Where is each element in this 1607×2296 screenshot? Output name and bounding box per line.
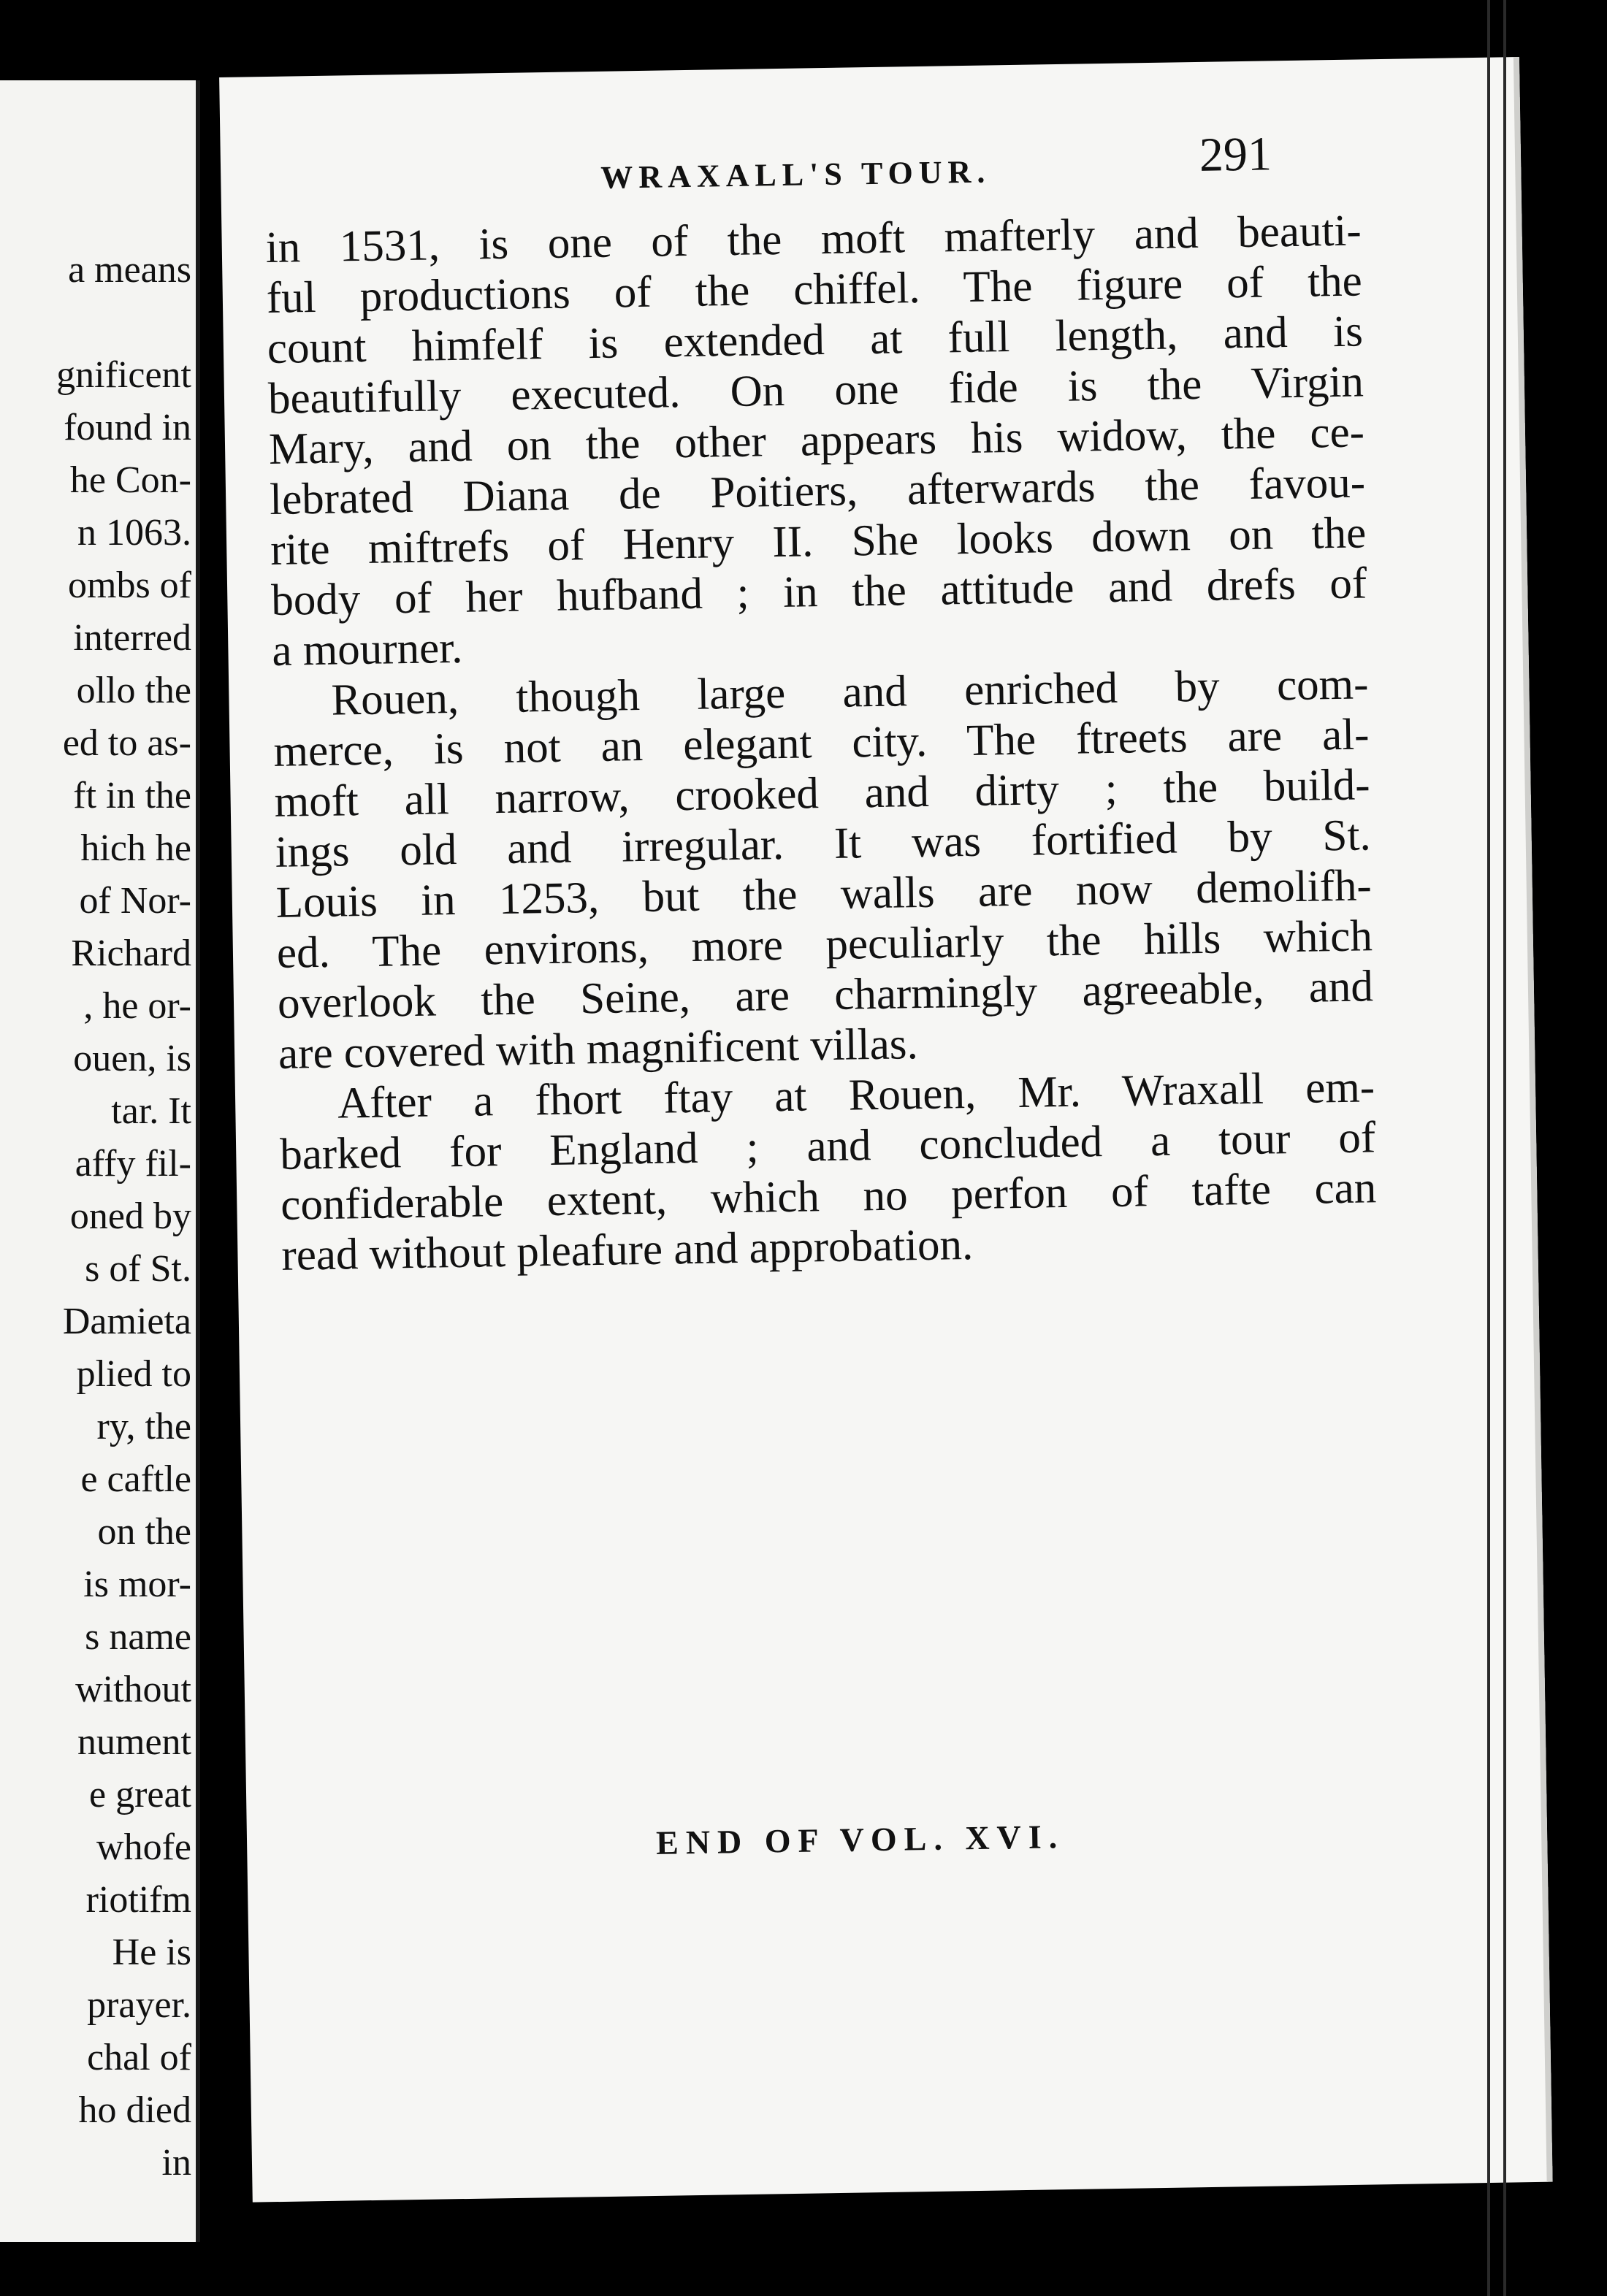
text-line: overlook the Seine, are charmingly agreeable, and: [277, 962, 1374, 1028]
body-text: [265, 205, 1378, 1280]
left-page-line: Damieta: [62, 1301, 191, 1342]
left-page-line: ry, the: [96, 1406, 191, 1447]
left-page-line: hich he: [80, 827, 191, 869]
text-line: moft all narrow, crooked and dirty ; the build-: [274, 760, 1371, 827]
previous-page-fragment: [0, 80, 200, 2242]
left-page-line: chal of: [87, 2037, 191, 2078]
book-page: [219, 57, 1552, 2203]
left-page-line: gnificent: [56, 354, 191, 396]
text-line: ful productions of the chiffel. The figure of the: [266, 256, 1363, 323]
left-page-line: ombs of: [68, 565, 191, 606]
left-page-line: ouen, is: [73, 1038, 191, 1079]
text-line: Rouen, though large and enriched by com-: [331, 659, 1369, 725]
running-head: WRAXALL'S TOUR.: [600, 153, 991, 196]
text-line: ed. The environs, more peculiarly the hills which: [276, 911, 1373, 978]
left-page-line: ed to as-: [62, 722, 191, 764]
left-page-line: nument: [77, 1721, 191, 1763]
text-line: a mourner.: [271, 623, 463, 676]
text-line: barked for England ; and concluded a tour of: [279, 1113, 1376, 1179]
left-page-line: oned by: [69, 1195, 191, 1237]
left-page-line: s name: [85, 1616, 191, 1658]
left-page-line: riotifm: [85, 1879, 191, 1921]
left-page-line: in: [161, 2142, 191, 2184]
left-page-line: He is: [112, 1932, 191, 1973]
text-line: ings old and irregular. It was fortified by St.: [275, 811, 1372, 877]
paragraph: [272, 659, 1374, 1079]
left-page-line: without: [75, 1669, 191, 1710]
text-line: body of her hufband ; in the attitude and drefs of: [270, 559, 1367, 625]
left-page-line: prayer.: [87, 1984, 191, 2026]
text-line: merce, is not an elegant city. The ftreets are al-: [273, 710, 1370, 776]
left-page-line: plied to: [76, 1353, 191, 1395]
text-line: count himfelf is extended at full length, and is: [267, 307, 1364, 373]
left-page-line: e caftle: [80, 1458, 191, 1500]
left-page-line: ho died: [78, 2089, 191, 2131]
text-line: rite miftrefs of Henry II. She looks down on the: [270, 508, 1367, 575]
left-page-line: s of St.: [85, 1248, 191, 1290]
text-line: are covered with magnificent villas.: [278, 1019, 919, 1079]
page-number: 291: [1199, 127, 1272, 182]
left-page-line: is mor-: [83, 1564, 191, 1605]
left-page-line: e great: [88, 1774, 191, 1815]
text-line: Mary, and on the other appears his widow, the ce-: [268, 407, 1365, 474]
left-page-line: of Nor-: [79, 880, 191, 922]
left-page-line: ft in the: [73, 775, 191, 816]
left-page-line: tar. It: [111, 1090, 191, 1132]
page-edge: [1503, 0, 1506, 2296]
page-edge: [1487, 0, 1490, 2296]
end-of-volume-mark: END OF VOL. XVI.: [655, 1818, 1065, 1861]
left-page-line: found in: [64, 407, 191, 448]
left-page-line: on the: [97, 1511, 191, 1553]
left-page-line: affy fil-: [75, 1143, 191, 1185]
paragraph: [279, 1062, 1378, 1281]
left-page-line: Richard: [71, 933, 191, 974]
left-page-line: ollo the: [76, 670, 191, 711]
left-page-line: he Con-: [69, 459, 191, 501]
text-line: in 1531, is one of the moft mafterly and beauti-: [265, 206, 1362, 273]
text-line: beautifully executed. On one fide is the Virgin: [267, 357, 1364, 424]
text-line: Louis in 1253, but the walls are now demolifh-: [275, 861, 1373, 927]
text-line: lebrated Diana de Poitiers, afterwards the favou-: [269, 458, 1366, 524]
left-page-line: , he or-: [83, 985, 191, 1027]
text-line: read without pleafure and approbation.: [280, 1220, 974, 1280]
left-page-line: interred: [73, 617, 191, 659]
left-page-line: a means: [68, 249, 191, 291]
left-page-line: n 1063.: [77, 512, 191, 554]
text-line: confiderable extent, which no perfon of tafte can: [280, 1163, 1377, 1230]
left-page-line: whofe: [96, 1826, 191, 1868]
paragraph: [265, 205, 1368, 676]
text-line: After a fhort ftay at Rouen, Mr. Wraxall em-: [337, 1063, 1375, 1128]
